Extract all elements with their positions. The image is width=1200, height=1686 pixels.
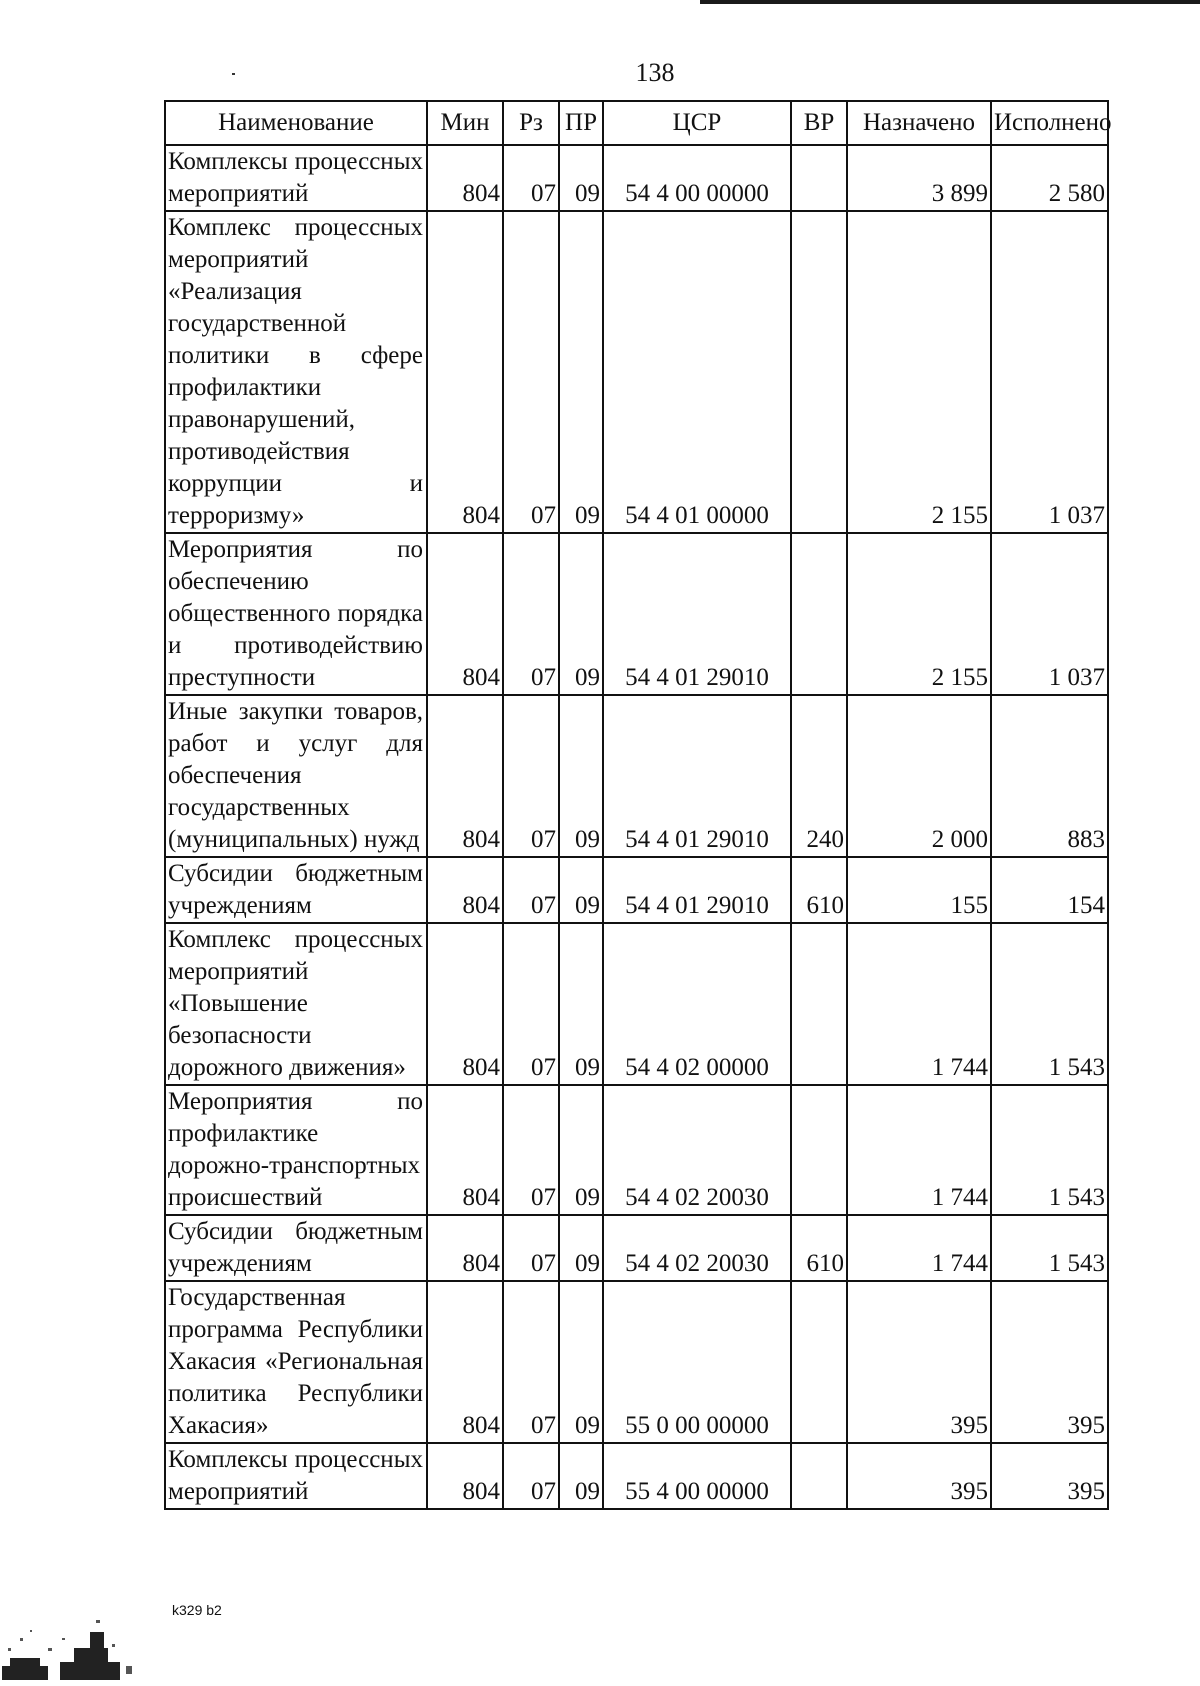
header-assigned: Назначено xyxy=(847,101,991,145)
row-rz: 07 xyxy=(503,211,559,533)
row-min: 804 xyxy=(427,533,503,695)
row-rz: 07 xyxy=(503,1281,559,1443)
row-assigned: 155 xyxy=(847,857,991,923)
row-name: Мероприятия по обеспечению общественного порядка и противодействию преступности xyxy=(165,533,427,695)
row-executed: 2 580 xyxy=(991,145,1108,211)
row-rz: 07 xyxy=(503,1443,559,1509)
row-rz: 07 xyxy=(503,857,559,923)
row-executed: 1 543 xyxy=(991,923,1108,1085)
row-rz: 07 xyxy=(503,923,559,1085)
row-pr: 09 xyxy=(559,857,603,923)
row-pr: 09 xyxy=(559,211,603,533)
row-name: Государственная программа Республики Хакасия «Региональная политика Республики Хакасия» xyxy=(165,1281,427,1443)
header-executed: Исполнено xyxy=(991,101,1108,145)
row-vr: 240 xyxy=(791,695,847,857)
row-executed: 395 xyxy=(991,1443,1108,1509)
page-number: 138 xyxy=(635,58,675,87)
row-name: Мероприятия по профилактике дорожно-транспортных происшествий xyxy=(165,1085,427,1215)
row-vr xyxy=(791,1085,847,1215)
row-csr: 54 4 00 00000 xyxy=(603,145,791,211)
row-vr xyxy=(791,211,847,533)
row-pr: 09 xyxy=(559,1215,603,1281)
row-csr: 54 4 02 20030 xyxy=(603,1085,791,1215)
row-executed: 883 xyxy=(991,695,1108,857)
row-vr xyxy=(791,1281,847,1443)
header-csr: ЦСР xyxy=(603,101,791,145)
row-executed: 395 xyxy=(991,1281,1108,1443)
row-vr xyxy=(791,145,847,211)
row-pr: 09 xyxy=(559,1443,603,1509)
row-pr: 09 xyxy=(559,145,603,211)
row-executed: 154 xyxy=(991,857,1108,923)
row-assigned: 1 744 xyxy=(847,923,991,1085)
row-rz: 07 xyxy=(503,533,559,695)
row-csr: 55 4 00 00000 xyxy=(603,1443,791,1509)
row-vr: 610 xyxy=(791,857,847,923)
row-assigned: 2 000 xyxy=(847,695,991,857)
row-rz: 07 xyxy=(503,1085,559,1215)
row-min: 804 xyxy=(427,695,503,857)
row-vr xyxy=(791,533,847,695)
row-csr: 55 0 00 00000 xyxy=(603,1281,791,1443)
row-assigned: 2 155 xyxy=(847,211,991,533)
row-assigned: 395 xyxy=(847,1281,991,1443)
header-pr: ПР xyxy=(559,101,603,145)
row-min: 804 xyxy=(427,857,503,923)
table-row xyxy=(165,1215,1108,1281)
row-pr: 09 xyxy=(559,1085,603,1215)
row-rz: 07 xyxy=(503,695,559,857)
header-rz: Рз xyxy=(503,101,559,145)
row-name: Комплексы процессных мероприятий xyxy=(165,145,427,211)
header-min: Мин xyxy=(427,101,503,145)
row-assigned: 2 155 xyxy=(847,533,991,695)
row-pr: 09 xyxy=(559,695,603,857)
row-vr: 610 xyxy=(791,1215,847,1281)
row-csr: 54 4 01 29010 xyxy=(603,533,791,695)
row-csr: 54 4 02 20030 xyxy=(603,1215,791,1281)
row-assigned: 1 744 xyxy=(847,1215,991,1281)
row-csr: 54 4 01 29010 xyxy=(603,857,791,923)
row-min: 804 xyxy=(427,1443,503,1509)
row-pr: 09 xyxy=(559,1281,603,1443)
row-executed: 1 037 xyxy=(991,211,1108,533)
table-row xyxy=(165,1085,1108,1215)
scan-top-edge xyxy=(700,0,1200,4)
header-name: Наименование xyxy=(165,101,427,145)
row-name: Комплекс процессных мероприятий «Реализация государственной политики в сфере профилактики правонарушений, противодействия коррупции и терроризму» xyxy=(165,211,427,533)
row-min: 804 xyxy=(427,923,503,1085)
header-vr: ВР xyxy=(791,101,847,145)
scan-stamp-mark xyxy=(0,1608,148,1686)
table-row xyxy=(165,923,1108,1085)
row-vr xyxy=(791,1443,847,1509)
row-name: Иные закупки товаров, работ и услуг для обеспечения государственных (муниципальных) нужд xyxy=(165,695,427,857)
table-row xyxy=(165,695,1108,857)
table-row xyxy=(165,1281,1108,1443)
row-rz: 07 xyxy=(503,145,559,211)
row-csr: 54 4 02 00000 xyxy=(603,923,791,1085)
row-csr: 54 4 01 29010 xyxy=(603,695,791,857)
row-executed: 1 543 xyxy=(991,1215,1108,1281)
row-min: 804 xyxy=(427,1085,503,1215)
row-name: Субсидии бюджетным учреждениям xyxy=(165,857,427,923)
scan-speck xyxy=(232,73,235,75)
row-min: 804 xyxy=(427,211,503,533)
table-row xyxy=(165,857,1108,923)
row-vr xyxy=(791,923,847,1085)
row-rz: 07 xyxy=(503,1215,559,1281)
row-assigned: 395 xyxy=(847,1443,991,1509)
row-executed: 1 543 xyxy=(991,1085,1108,1215)
row-min: 804 xyxy=(427,145,503,211)
row-name: Комплекс процессных мероприятий «Повышение безопасности дорожного движения» xyxy=(165,923,427,1085)
row-name: Субсидии бюджетным учреждениям xyxy=(165,1215,427,1281)
footer-code: k329 b2 xyxy=(172,1602,222,1618)
row-pr: 09 xyxy=(559,923,603,1085)
row-assigned: 3 899 xyxy=(847,145,991,211)
table-row xyxy=(165,1443,1108,1509)
row-name: Комплексы процессных мероприятий xyxy=(165,1443,427,1509)
table-row xyxy=(165,533,1108,695)
row-min: 804 xyxy=(427,1281,503,1443)
row-pr: 09 xyxy=(559,533,603,695)
row-executed: 1 037 xyxy=(991,533,1108,695)
row-min: 804 xyxy=(427,1215,503,1281)
row-csr: 54 4 01 00000 xyxy=(603,211,791,533)
table-row xyxy=(165,211,1108,533)
budget-table xyxy=(164,100,1112,1510)
table-header-row xyxy=(165,101,1108,145)
row-assigned: 1 744 xyxy=(847,1085,991,1215)
table-row xyxy=(165,145,1108,211)
